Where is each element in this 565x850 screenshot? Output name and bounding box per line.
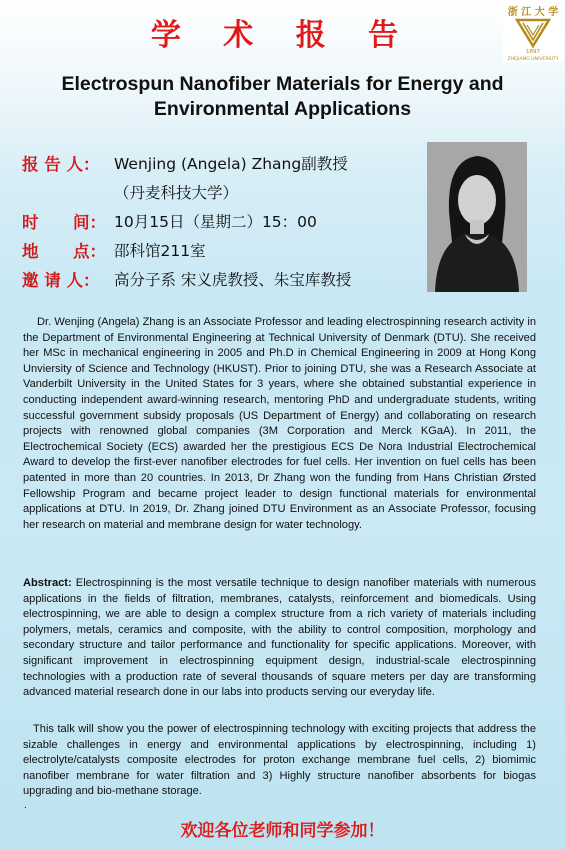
time-row: [22, 208, 422, 237]
host-label: 邀 请 人：: [22, 271, 100, 290]
abstract-label: Abstract:: [23, 577, 72, 589]
svg-text:浙 江 大 学: 浙 江 大 学: [507, 7, 559, 18]
talk-time: 10月15日（星期二）15：00: [114, 213, 317, 231]
welcome-message: 欢迎各位老师和同学参加！: [180, 821, 385, 841]
talk-summary: This talk will show you the power of electrospinning technology with exciting projects that address the sizable challenges in energy and environmental applications by electrospinning, including 1) electrolyte/catalysts composite electrodes for proton exchange membrane fuel cells, 2) biomimic nanofiber membrane for water filtration and 3) Highly structure nanofiber absorbents for biogas upgrading and bio-methane storage.: [23, 723, 536, 798]
university-seal-icon: [503, 2, 563, 62]
place-row: [22, 237, 422, 266]
talk-host: 高分子系 宋义虎教授、朱宝库教授: [114, 271, 352, 289]
university-logo: [503, 2, 563, 62]
speaker-portrait-icon: [427, 142, 527, 292]
speaker-name: Wenjing (Angela) Zhang副教授: [114, 155, 348, 173]
time-label: 时 间：: [22, 213, 106, 232]
abstract-text: Electrospinning is the most versatile technique to design nanofiber materials with numerous applications in the fields of filtration, membranes, catalysts, reinforcement and biomedicals. Using electrospinning, we are able to design a complex structure from a rich variety of materials including polymers, metals, ceramics and composite, with the ability to control composition, morphology and secondary structure and tailor performance and functionality for specific applications. Moreover, with significant improvement in electrospinning equipment design, industrial-scale electrospinning technologies with a production rate of several thousands of square meters per day are transforming advanced material research done in our labs into products serving our everyday life.: [23, 577, 536, 699]
speaker-bio: Dr. Wenjing (Angela) Zhang is an Associate Professor and leading electrospinning research activity in the Department of Environmental Engineering at Technical University of Denmark (DTU). She received her MSc in mechanical engineering in 2005 and Ph.D in Chemical Engineering in 2009 at Hong Kong Unviersity of Science and Technology (HKUST). Prior to joining DTU, she was a Research Associate at Vanderbilt University in the United States for 3 years, where she obtained substantial experience in conducting independent award-winning research, mentoring PhD and undergraduate students, writing successful government subsidy proposals (US Department of Energy) and collaborating on research projects with renowned global companies (3M Corporation and Merck KGaA). In 2011, the Electrochemical Society (ECS) awarded her the prestigious ECS De Nora Industrial Electrochemical Award to develop the first-ever nanofiber electrodes for fuel cells. Her invention on fuel cells has been patented in more than 20 countries. In 2013, Dr Zhang won the funding from Hans Christian Ørsted Fellowship Program and became project leader to design functional materials for environmental applications at DTU. In 2019, Dr. Zhang joined DTU Environment as an Associate Professor, focusing her research on material and membrane design for water technology.: [23, 316, 536, 531]
speaker-label: 报 告 人：: [22, 155, 100, 174]
speaker-photo: [427, 142, 527, 292]
svg-text:ZHEJIANG UNIVERSITY: ZHEJIANG UNIVERSITY: [507, 57, 559, 62]
place-label: 地 点：: [22, 242, 106, 261]
trailing-mark: .: [24, 800, 27, 811]
affiliation-row: [22, 179, 422, 208]
speaker-row: [22, 150, 422, 179]
talk-place: 邵科馆211室: [114, 242, 206, 260]
talk-info: [22, 150, 422, 295]
svg-text:1897: 1897: [526, 49, 540, 55]
poster-title: 学 术 报 告: [150, 18, 415, 53]
talk-title: Electrospun Nanofiber Materials for Energy and Environmental Applications: [61, 73, 504, 120]
abstract: [23, 576, 536, 701]
speaker-affiliation: （丹麦科技大学）: [114, 184, 239, 202]
host-row: [22, 266, 422, 295]
